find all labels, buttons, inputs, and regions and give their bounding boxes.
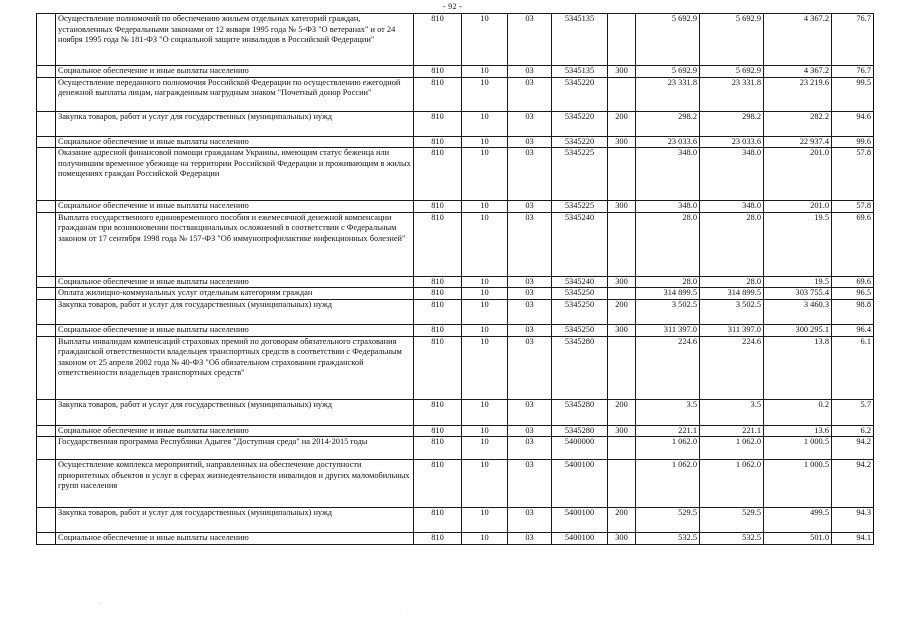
row-plan-amount: 298.2 [636,111,700,136]
row-expense-type [608,212,636,276]
row-executed-amount: 4 367.2 [764,14,832,66]
row-ved-code: 810 [414,201,462,213]
row-ved-code: 810 [414,399,462,425]
row-subsection-code: 03 [508,399,552,425]
table-row [37,324,874,336]
row-approved-amount: 5 692.9 [700,14,764,66]
row-approved-amount: 3.5 [700,399,764,425]
row-ved-code: 810 [414,148,462,201]
row-name: Выплаты инвалидам компенсаций страховых премий по договорам обязательного страхования гражданской ответственности владельцев транспортных средств в соответствии с Федеральным законом от 25 апреля 2002 года № 40-ФЗ "Об обязательном страховании гражданской ответственности владельцев транспортных средств" [56,336,414,399]
row-plan-amount: 348.0 [636,148,700,201]
table-row [37,212,874,276]
row-section-code: 10 [462,66,508,78]
row-section-code: 10 [462,14,508,66]
row-ved-code: 810 [414,437,462,460]
row-subsection-code: 03 [508,460,552,508]
row-name: Социальное обеспечение и иные выплаты населению [56,136,414,148]
row-section-code: 10 [462,299,508,324]
row-target-code: 5345280 [552,425,608,437]
row-executed-amount: 201.0 [764,201,832,213]
row-ved-code: 810 [414,324,462,336]
scan-speck: · [399,606,402,614]
row-expense-type: 300 [608,136,636,148]
row-section-code: 10 [462,460,508,508]
row-expense-type [608,148,636,201]
row-margin-cell [37,299,56,324]
row-target-code: 5345220 [552,136,608,148]
row-subsection-code: 03 [508,508,552,533]
table-row [37,66,874,78]
row-name: Социальное обеспечение и иные выплаты населению [56,66,414,78]
row-expense-type [608,77,636,111]
row-subsection-code: 03 [508,111,552,136]
row-section-code: 10 [462,533,508,545]
row-plan-amount: 221.1 [636,425,700,437]
row-approved-amount: 23 033.6 [700,136,764,148]
row-section-code: 10 [462,212,508,276]
row-executed-amount: 3 460.3 [764,299,832,324]
row-expense-type: 300 [608,66,636,78]
row-approved-amount: 532.5 [700,533,764,545]
row-subsection-code: 03 [508,324,552,336]
row-expense-type: 200 [608,299,636,324]
row-percent: 99.6 [832,136,874,148]
row-name: Закупка товаров, работ и услуг для государственных (муниципальных) нужд [56,111,414,136]
row-ved-code: 810 [414,425,462,437]
row-executed-amount: 4 367.2 [764,66,832,78]
row-plan-amount: 3 502.5 [636,299,700,324]
row-subsection-code: 03 [508,212,552,276]
row-name: Государственная программа Республики Адыгея "Доступная среда" на 2014-2015 годы [56,437,414,460]
row-target-code: 5345240 [552,212,608,276]
row-target-code: 5345250 [552,299,608,324]
row-expense-type [608,460,636,508]
row-plan-amount: 224.6 [636,336,700,399]
row-approved-amount: 224.6 [700,336,764,399]
row-expense-type: 300 [608,425,636,437]
row-margin-cell [37,111,56,136]
row-expense-type: 200 [608,111,636,136]
row-section-code: 10 [462,276,508,288]
row-executed-amount: 0.2 [764,399,832,425]
row-section-code: 10 [462,437,508,460]
row-expense-type: 300 [608,324,636,336]
row-ved-code: 810 [414,460,462,508]
row-percent: 94.2 [832,460,874,508]
row-margin-cell [37,533,56,545]
row-executed-amount: 13.8 [764,336,832,399]
row-margin-cell [37,77,56,111]
row-subsection-code: 03 [508,437,552,460]
row-expense-type: 300 [608,533,636,545]
row-percent: 76.7 [832,14,874,66]
table-row [37,77,874,111]
row-expense-type: 300 [608,276,636,288]
row-margin-cell [37,276,56,288]
row-approved-amount: 28.0 [700,276,764,288]
row-plan-amount: 529.5 [636,508,700,533]
row-name: Оказание адресной финансовой помощи гражданам Украины, имеющим статус беженца или получившим временное убежище на территории Российской Федерации и проживающим в жилых помещениях граждан Российской Федерации [56,148,414,201]
row-percent: 5.7 [832,399,874,425]
row-plan-amount: 1 062.0 [636,460,700,508]
row-margin-cell [37,437,56,460]
row-ved-code: 810 [414,14,462,66]
row-section-code: 10 [462,425,508,437]
row-name: Социальное обеспечение и иные выплаты населению [56,201,414,213]
row-expense-type: 300 [608,201,636,213]
row-target-code: 5400000 [552,437,608,460]
row-expense-type [608,288,636,300]
table-row [37,276,874,288]
row-executed-amount: 303 755.4 [764,288,832,300]
row-plan-amount: 348.0 [636,201,700,213]
row-subsection-code: 03 [508,336,552,399]
row-section-code: 10 [462,77,508,111]
row-executed-amount: 282.2 [764,111,832,136]
row-plan-amount: 3.5 [636,399,700,425]
row-executed-amount: 501.0 [764,533,832,545]
row-name: Закупка товаров, работ и услуг для государственных (муниципальных) нужд [56,399,414,425]
row-percent: 96.5 [832,288,874,300]
row-margin-cell [37,14,56,66]
row-executed-amount: 499.5 [764,508,832,533]
row-approved-amount: 314 899.5 [700,288,764,300]
row-percent: 57.8 [832,201,874,213]
row-subsection-code: 03 [508,299,552,324]
table-row [37,437,874,460]
table-row [37,508,874,533]
row-section-code: 10 [462,324,508,336]
row-target-code: 5345135 [552,66,608,78]
row-plan-amount: 1 062.0 [636,437,700,460]
row-margin-cell [37,201,56,213]
row-ved-code: 810 [414,533,462,545]
row-section-code: 10 [462,399,508,425]
row-subsection-code: 03 [508,276,552,288]
row-subsection-code: 03 [508,136,552,148]
row-expense-type [608,336,636,399]
row-ved-code: 810 [414,136,462,148]
row-plan-amount: 311 397.0 [636,324,700,336]
row-section-code: 10 [462,148,508,201]
row-target-code: 5345225 [552,148,608,201]
row-approved-amount: 311 397.0 [700,324,764,336]
row-ved-code: 810 [414,508,462,533]
row-target-code: 5345240 [552,276,608,288]
row-plan-amount: 28.0 [636,276,700,288]
row-plan-amount: 5 692.9 [636,14,700,66]
table-row [37,111,874,136]
row-section-code: 10 [462,336,508,399]
row-target-code: 5345220 [552,111,608,136]
row-percent: 6.1 [832,336,874,399]
row-name: Осуществление комплекса мероприятий, направленных на обеспечение доступности приоритетных объектов и услуг в сферах жизнедеятельности инвалидов и других маломобильных групп населения [56,460,414,508]
row-ved-code: 810 [414,276,462,288]
row-percent: 98.8 [832,299,874,324]
row-section-code: 10 [462,288,508,300]
table-row [37,148,874,201]
row-percent: 94.3 [832,508,874,533]
table-row [37,425,874,437]
row-name: Закупка товаров, работ и услуг для государственных (муниципальных) нужд [56,299,414,324]
row-target-code: 5345220 [552,77,608,111]
row-margin-cell [37,460,56,508]
row-percent: 6.2 [832,425,874,437]
row-percent: 99.5 [832,77,874,111]
row-section-code: 10 [462,136,508,148]
row-percent: 94.6 [832,111,874,136]
row-expense-type: 200 [608,508,636,533]
row-executed-amount: 300 295.1 [764,324,832,336]
row-plan-amount: 532.5 [636,533,700,545]
row-approved-amount: 348.0 [700,148,764,201]
row-ved-code: 810 [414,299,462,324]
row-subsection-code: 03 [508,201,552,213]
row-approved-amount: 529.5 [700,508,764,533]
row-approved-amount: 28.0 [700,212,764,276]
page-number: - 92 - [442,2,463,11]
row-name: Социальное обеспечение и иные выплаты населению [56,324,414,336]
row-margin-cell [37,66,56,78]
row-ved-code: 810 [414,288,462,300]
row-percent: 94.1 [832,533,874,545]
row-target-code: 5400100 [552,508,608,533]
table-row [37,201,874,213]
row-subsection-code: 03 [508,148,552,201]
row-name: Оплата жилищно-коммунальных услуг отдельным категориям граждан [56,288,414,300]
row-subsection-code: 03 [508,288,552,300]
table-row [37,136,874,148]
row-executed-amount: 19.5 [764,276,832,288]
row-plan-amount: 23 033.6 [636,136,700,148]
table-row [37,14,874,66]
table-row [37,399,874,425]
row-name: Осуществление полномочий по обеспечению жильем отдельных категорий граждан, установленных Федеральными законами от 12 января 1995 года № 5-ФЗ "О ветеранах" и от 24 ноября 1995 года № 181-ФЗ "О социальной защите инвалидов в Российской Федерации" [56,14,414,66]
table-row [37,336,874,399]
row-ved-code: 810 [414,336,462,399]
row-ved-code: 810 [414,66,462,78]
row-target-code: 5345280 [552,336,608,399]
table-row [37,299,874,324]
row-target-code: 5345135 [552,14,608,66]
row-plan-amount: 28.0 [636,212,700,276]
row-target-code: 5400100 [552,533,608,545]
row-executed-amount: 23 219.6 [764,77,832,111]
budget-table [36,13,874,545]
row-margin-cell [37,288,56,300]
row-executed-amount: 13.6 [764,425,832,437]
row-approved-amount: 221.1 [700,425,764,437]
row-margin-cell [37,324,56,336]
row-approved-amount: 1 062.0 [700,437,764,460]
row-target-code: 5345250 [552,288,608,300]
row-target-code: 5345225 [552,201,608,213]
row-approved-amount: 3 502.5 [700,299,764,324]
row-percent: 69.6 [832,276,874,288]
row-name: Закупка товаров, работ и услуг для государственных (муниципальных) нужд [56,508,414,533]
row-plan-amount: 5 692.9 [636,66,700,78]
row-subsection-code: 03 [508,77,552,111]
row-margin-cell [37,336,56,399]
row-target-code: 5400100 [552,460,608,508]
row-subsection-code: 03 [508,66,552,78]
row-section-code: 10 [462,201,508,213]
row-margin-cell [37,508,56,533]
row-subsection-code: 03 [508,533,552,545]
row-name: Социальное обеспечение и иные выплаты населению [56,276,414,288]
row-subsection-code: 03 [508,14,552,66]
row-executed-amount: 22 937.4 [764,136,832,148]
row-percent: 76.7 [832,66,874,78]
row-percent: 96.4 [832,324,874,336]
table-row [37,533,874,545]
row-margin-cell [37,212,56,276]
row-name: Осуществление переданного полномочия Российской Федерации по осуществлению ежегодной денежной выплаты лицам, награжденным нагрудным знаком "Почетный донор России" [56,77,414,111]
row-expense-type [608,437,636,460]
row-target-code: 5345280 [552,399,608,425]
row-section-code: 10 [462,111,508,136]
row-percent: 57.8 [832,148,874,201]
row-expense-type [608,14,636,66]
row-plan-amount: 314 899.5 [636,288,700,300]
row-expense-type: 200 [608,399,636,425]
row-subsection-code: 03 [508,425,552,437]
row-name: Социальное обеспечение и иные выплаты населению [56,425,414,437]
row-approved-amount: 5 692.9 [700,66,764,78]
row-approved-amount: 23 331.8 [700,77,764,111]
row-margin-cell [37,399,56,425]
row-executed-amount: 201.0 [764,148,832,201]
scan-speck: · [99,600,102,608]
table-row [37,288,874,300]
row-margin-cell [37,148,56,201]
row-section-code: 10 [462,508,508,533]
table-body [37,14,874,545]
row-approved-amount: 1 062.0 [700,460,764,508]
row-executed-amount: 19.5 [764,212,832,276]
row-approved-amount: 348.0 [700,201,764,213]
row-executed-amount: 1 000.5 [764,437,832,460]
row-ved-code: 810 [414,212,462,276]
row-percent: 69.6 [832,212,874,276]
row-name: Социальное обеспечение и иные выплаты населению [56,533,414,545]
row-margin-cell [37,136,56,148]
row-plan-amount: 23 331.8 [636,77,700,111]
row-ved-code: 810 [414,111,462,136]
row-target-code: 5345250 [552,324,608,336]
row-margin-cell [37,425,56,437]
table-row [37,460,874,508]
row-approved-amount: 298.2 [700,111,764,136]
row-percent: 94.2 [832,437,874,460]
row-name: Выплата государственного единовременного пособия и ежемесячной денежной компенсации гражданам при возникновении поствакцинальных осложнений в соответствии с Федеральным законом от 17 сентября 1998 года № 157-ФЗ "Об иммунопрофилактике инфекционных болезней" [56,212,414,276]
row-ved-code: 810 [414,77,462,111]
row-executed-amount: 1 000.5 [764,460,832,508]
